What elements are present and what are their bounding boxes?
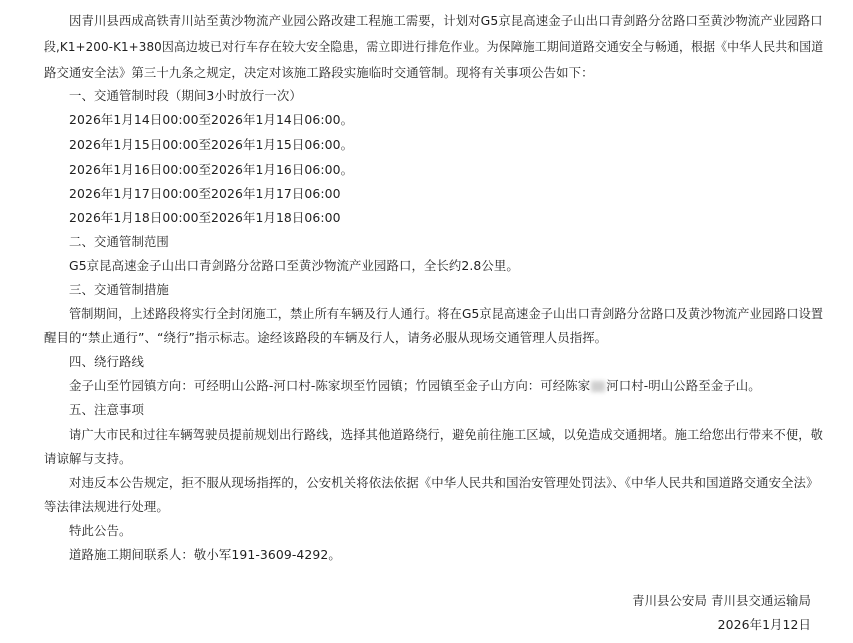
period-item: 2026年1月17日00:00至2026年1月17日06:00 bbox=[69, 186, 341, 201]
intro-line-3: 路交通安全法》第三十九条之规定，决定对该施工路段实施临时交通管制。现将有关事项公告如下： bbox=[44, 65, 594, 80]
issue-date: 2026年1月12日 bbox=[717, 617, 811, 632]
section3-line-1: 管制期间，上述路段将实行全封闭施工，禁止所有车辆及行人通行。将在G5京昆高速金子山出口青剑路分岔路口及黄沙物流产业园路口设置 bbox=[69, 306, 824, 321]
detour-route-part-1: 金子山至竹园镇方向：可经明山公路-河口村-陈家坝至竹园镇；竹园镇至金子山方向：可经陈家 bbox=[69, 378, 591, 393]
section1-heading: 一、交通管制时段（期间3小时放行一次） bbox=[69, 88, 302, 103]
section2-heading: 二、交通管制范围 bbox=[69, 234, 169, 249]
section3-heading: 三、交通管制措施 bbox=[69, 282, 169, 297]
intro-line-1: 因青川县西成高铁青川站至黄沙物流产业园公路改建工程施工需要，计划对G5京昆高速金子山出口青剑路分岔路口至黄沙物流产业园路口 bbox=[69, 13, 823, 28]
section5-p2-line-2: 等法律法规进行处理。 bbox=[44, 499, 169, 514]
section5-p2-line-1: 对违反本公告规定，拒不服从现场指挥的，公安机关将依法依据《中华人民共和国治安管理处罚法》、《中华人民共和国道路交通安全法》 bbox=[69, 475, 819, 490]
period-item: 2026年1月18日00:00至2026年1月18日06:00 bbox=[69, 210, 341, 225]
contact-line: 道路施工期间联系人：敬小军191-3609-4292。 bbox=[69, 547, 341, 562]
redaction-blur bbox=[591, 381, 605, 392]
period-item: 2026年1月15日00:00至2026年1月15日06:00。 bbox=[69, 137, 354, 152]
period-item: 2026年1月14日00:00至2026年1月14日06:00。 bbox=[69, 112, 354, 127]
period-item: 2026年1月16日00:00至2026年1月16日06:00。 bbox=[69, 162, 354, 177]
closing-notice: 特此公告。 bbox=[69, 523, 132, 538]
section3-line-2: 醒目的“禁止通行”、“绕行”指示标志。途经该路段的车辆及行人，请务必服从现场交通管理人员指挥。 bbox=[44, 330, 608, 345]
issuing-authorities: 青川县公安局 青川县交通运输局 bbox=[632, 593, 811, 608]
detour-route-text bbox=[69, 377, 761, 395]
section4-heading: 四、绕行路线 bbox=[69, 354, 144, 369]
section5-p1-line-2: 请谅解与支持。 bbox=[44, 451, 132, 466]
detour-route-part-2: 河口村-明山公路至金子山。 bbox=[606, 378, 761, 393]
section5-heading: 五、注意事项 bbox=[69, 402, 144, 417]
section2-text: G5京昆高速金子山出口青剑路分岔路口至黄沙物流产业园路口，全长约2.8公里。 bbox=[69, 258, 519, 273]
section5-p1-line-1: 请广大市民和过往车辆驾驶员提前规划出行路线，选择其他道路绕行，避免前往施工区域，以免造成交通拥堵。施工给您出行带来不便，敬 bbox=[69, 427, 823, 442]
intro-line-2: 段,K1+200-K1+380因高边坡已对行车存在较大安全隐患，需立即进行排危作业。为保障施工期间道路交通安全与畅通，根据《中华人民共和国道 bbox=[44, 39, 824, 54]
